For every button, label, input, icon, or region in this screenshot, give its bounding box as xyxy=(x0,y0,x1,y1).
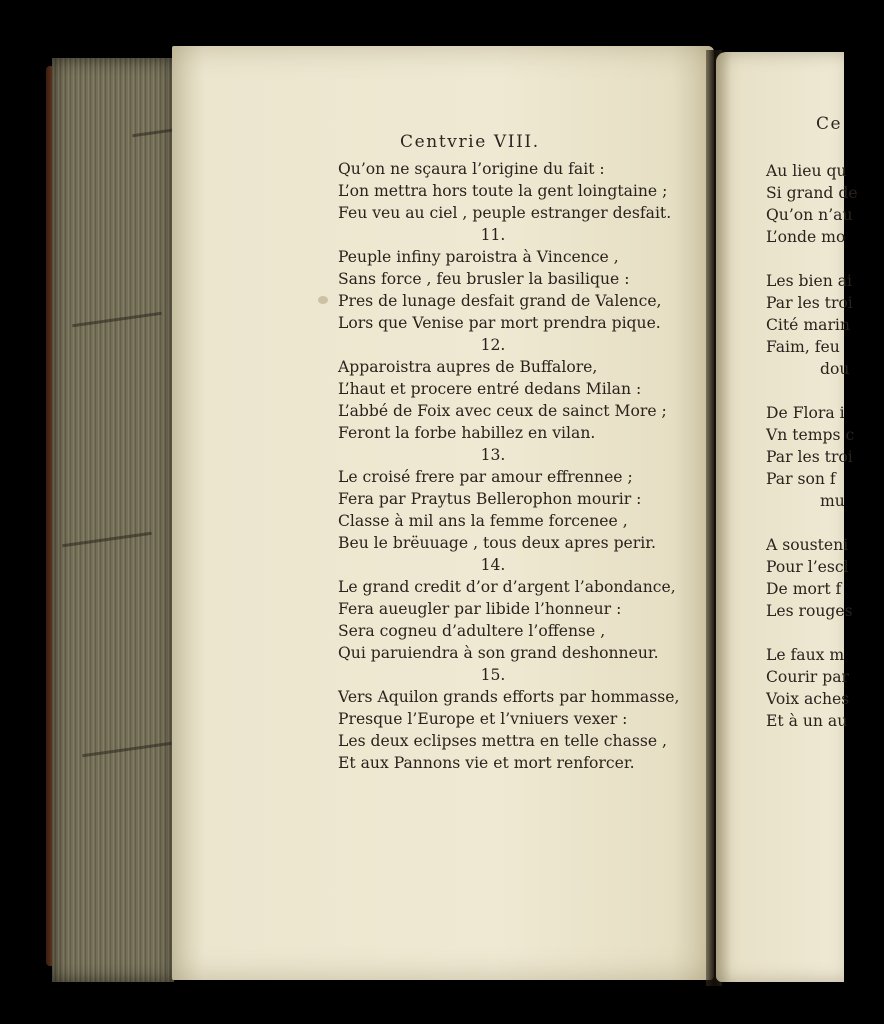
paper-spot xyxy=(318,296,328,304)
verse-line: Fera aueugler par libide l’honneur : xyxy=(338,600,622,618)
verse-line: Le faux m xyxy=(766,646,845,664)
verse-line: Peuple infiny paroistra à Vincence , xyxy=(338,248,619,266)
verse-line: L’haut et procere entré dedans Milan : xyxy=(338,380,642,398)
page-edge-stack xyxy=(52,58,174,982)
verse-line: Cité marin xyxy=(766,316,850,334)
verse-line: Qu’on n’au xyxy=(766,206,853,224)
verse-line: Au lieu qu xyxy=(766,162,847,180)
verse-line: Si grand de xyxy=(766,184,858,202)
quatrain-number: 15. xyxy=(480,666,506,684)
verse-line: A sousteni xyxy=(766,536,849,554)
verse-line: De Flora i xyxy=(766,404,845,422)
stanza-gap xyxy=(766,622,858,644)
verse-line: Feront la forbe habillez en vilan. xyxy=(338,424,596,442)
verse-line: Classe à mil ans la femme forcenee , xyxy=(338,512,628,530)
verse-line: Sera cogneu d’adultere l’offense , xyxy=(338,622,606,640)
right-page xyxy=(716,52,858,982)
verse-line: L’onde mo xyxy=(766,228,846,246)
verse-line: Fera par Praytus Bellerophon mourir : xyxy=(338,490,642,508)
verse-line: Pour l’escl xyxy=(766,558,849,576)
verse-line: Le grand credit d’or d’argent l’abondance, xyxy=(338,578,676,596)
verse-line: Par les troi xyxy=(766,448,853,466)
verse-line: Les bien ai xyxy=(766,272,853,290)
verse-line: Les deux eclipses mettra en telle chasse , xyxy=(338,732,668,750)
quatrain-number: 14. xyxy=(480,556,506,574)
verse-line: Lors que Venise par mort prendra pique. xyxy=(338,314,661,332)
verse-line: Courir par xyxy=(766,668,849,686)
stanza-gap xyxy=(766,380,858,402)
verse-line: Presque l’Europe et l’vniuers vexer : xyxy=(338,710,628,728)
quatrain-number: 11. xyxy=(480,226,506,244)
edge-marbling xyxy=(72,312,162,327)
verse-line: Feu veu au ciel , peuple estranger desfait. xyxy=(338,204,672,222)
verse-line: Apparoistra aupres de Buffalore, xyxy=(338,358,598,376)
quatrain-number: 13. xyxy=(480,446,506,464)
verse-line: Vers Aquilon grands efforts par hommasse, xyxy=(338,688,680,706)
edge-marbling xyxy=(62,532,152,547)
right-running-head: Ce xyxy=(816,114,843,134)
verse-line: Et à un au xyxy=(766,712,848,730)
verse-line: Par les troi xyxy=(766,294,853,312)
verse-line: Pres de lunage desfait grand de Valence, xyxy=(338,292,662,310)
verse-line: Vn temps c xyxy=(766,426,855,444)
verse-line: L’on mettra hors toute la gent loingtaine ; xyxy=(338,182,668,200)
verse-line: Faim, feu xyxy=(766,338,840,356)
verse-line: mu xyxy=(820,492,845,510)
verse-line: Beu le brëuuage , tous deux apres perir. xyxy=(338,534,656,552)
verse-line: Le croisé frere par amour effrennee ; xyxy=(338,468,633,486)
verse-line: Et aux Pannons vie et mort renforcer. xyxy=(338,754,635,772)
verse-text-block xyxy=(338,158,688,774)
running-head: Centvrie VIII. xyxy=(400,132,540,152)
verse-line: Voix aches xyxy=(766,690,850,708)
verse-line: Qu’on ne sçaura l’origine du fait : xyxy=(338,160,605,178)
right-verse-text-block xyxy=(766,160,858,732)
edge-marbling xyxy=(82,742,172,757)
stanza-gap xyxy=(766,248,858,270)
verse-line: Par son f xyxy=(766,470,836,488)
stanza-gap xyxy=(766,512,858,534)
verse-line: De mort f xyxy=(766,580,842,598)
verse-line: Sans force , feu brusler la basilique : xyxy=(338,270,630,288)
verse-line: dou xyxy=(820,360,850,378)
quatrain-number: 12. xyxy=(480,336,506,354)
verse-line: L’abbé de Foix avec ceux de sainct More ; xyxy=(338,402,667,420)
verse-line: Les rouges xyxy=(766,602,853,620)
verse-line: Qui paruiendra à son grand deshonneur. xyxy=(338,644,659,662)
